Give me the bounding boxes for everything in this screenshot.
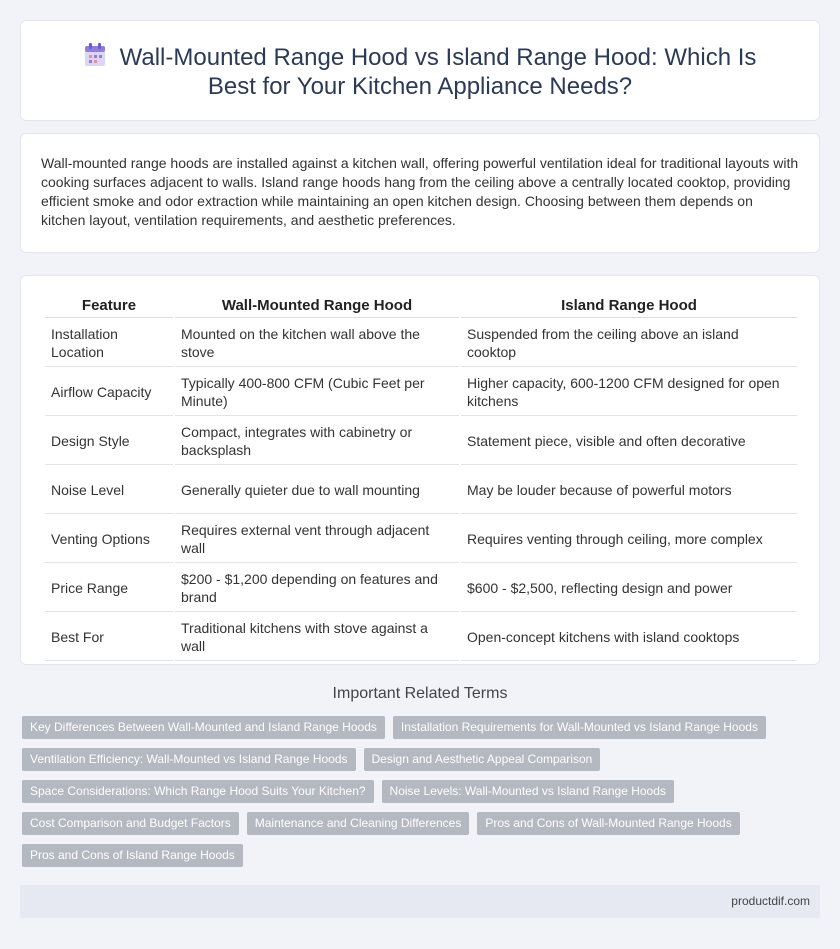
- cell-wall-mounted: Requires external vent through adjacent wall: [175, 516, 459, 563]
- cell-wall-mounted: $200 - $1,200 depending on features and brand: [175, 565, 459, 612]
- related-term-link[interactable]: Space Considerations: Which Range Hood Suits Your Kitchen?: [22, 780, 374, 803]
- table-row: [45, 320, 797, 367]
- table-row: [45, 467, 797, 514]
- related-term-link[interactable]: Cost Comparison and Budget Factors: [22, 812, 239, 835]
- table-row: [45, 516, 797, 563]
- related-term-link[interactable]: Design and Aesthetic Appeal Comparison: [364, 748, 601, 771]
- table-row: [45, 418, 797, 465]
- cell-wall-mounted: Compact, integrates with cabinetry or backsplash: [175, 418, 459, 465]
- page-title: [21, 43, 819, 101]
- calendar-icon: [84, 43, 106, 67]
- related-terms-list: [22, 716, 822, 867]
- cell-wall-mounted: Generally quieter due to wall mounting: [175, 467, 459, 514]
- cell-island: $600 - $2,500, reflecting design and power: [461, 565, 797, 612]
- cell-feature: Installation Location: [45, 320, 173, 367]
- table-row: [45, 369, 797, 416]
- table-header-row: [45, 296, 797, 318]
- table-row: [45, 614, 797, 661]
- cell-island: Requires venting through ceiling, more complex: [461, 516, 797, 563]
- intro-paragraph: Wall-mounted range hoods are installed against a kitchen wall, offering powerful ventilation ideal for traditional layouts with cooking surfaces adjacent to walls. Island range hoods hang from the ceiling above a centrally located cooktop, providing efficient smoke and odor extraction while maintaining an open kitchen design. Choosing between them depends on kitchen layout, ventilation requirements, and aesthetic preferences.: [41, 155, 799, 228]
- title-card: [20, 20, 820, 121]
- comparison-table-card: [20, 275, 820, 665]
- related-term-link[interactable]: Ventilation Efficiency: Wall-Mounted vs Island Range Hoods: [22, 748, 356, 771]
- comparison-table: [43, 294, 799, 663]
- cell-island: May be louder because of powerful motors: [461, 467, 797, 514]
- related-terms-title: Important Related Terms: [332, 685, 508, 702]
- footer: [20, 885, 820, 918]
- cell-feature: Noise Level: [45, 467, 173, 514]
- header-feature: Feature: [45, 296, 173, 318]
- cell-wall-mounted: Traditional kitchens with stove against a wall: [175, 614, 459, 661]
- header-island: Island Range Hood: [461, 296, 797, 318]
- cell-feature: Design Style: [45, 418, 173, 465]
- related-term-link[interactable]: Pros and Cons of Island Range Hoods: [22, 844, 243, 867]
- cell-feature: Best For: [45, 614, 173, 661]
- cell-island: Suspended from the ceiling above an island cooktop: [461, 320, 797, 367]
- related-term-link[interactable]: Key Differences Between Wall-Mounted and Island Range Hoods: [22, 716, 385, 739]
- cell-feature: Airflow Capacity: [45, 369, 173, 416]
- cell-feature: Venting Options: [45, 516, 173, 563]
- cell-island: Statement piece, visible and often decorative: [461, 418, 797, 465]
- cell-wall-mounted: Typically 400-800 CFM (Cubic Feet per Minute): [175, 369, 459, 416]
- cell-island: Open-concept kitchens with island cooktops: [461, 614, 797, 661]
- cell-island: Higher capacity, 600-1200 CFM designed for open kitchens: [461, 369, 797, 416]
- footer-site-link[interactable]: productdif.com: [731, 894, 810, 908]
- cell-feature: Price Range: [45, 565, 173, 612]
- intro-card: [20, 133, 820, 253]
- page-title-text: Wall-Mounted Range Hood vs Island Range Hood: Which Is Best for Your Kitchen Appliance Needs?: [119, 44, 757, 100]
- cell-wall-mounted: Mounted on the kitchen wall above the stove: [175, 320, 459, 367]
- related-term-link[interactable]: Installation Requirements for Wall-Mounted vs Island Range Hoods: [393, 716, 766, 739]
- related-term-link[interactable]: Pros and Cons of Wall-Mounted Range Hoods: [477, 812, 739, 835]
- header-wall-mounted: Wall-Mounted Range Hood: [175, 296, 459, 318]
- table-row: [45, 565, 797, 612]
- related-term-link[interactable]: Maintenance and Cleaning Differences: [247, 812, 470, 835]
- related-term-link[interactable]: Noise Levels: Wall-Mounted vs Island Range Hoods: [382, 780, 674, 803]
